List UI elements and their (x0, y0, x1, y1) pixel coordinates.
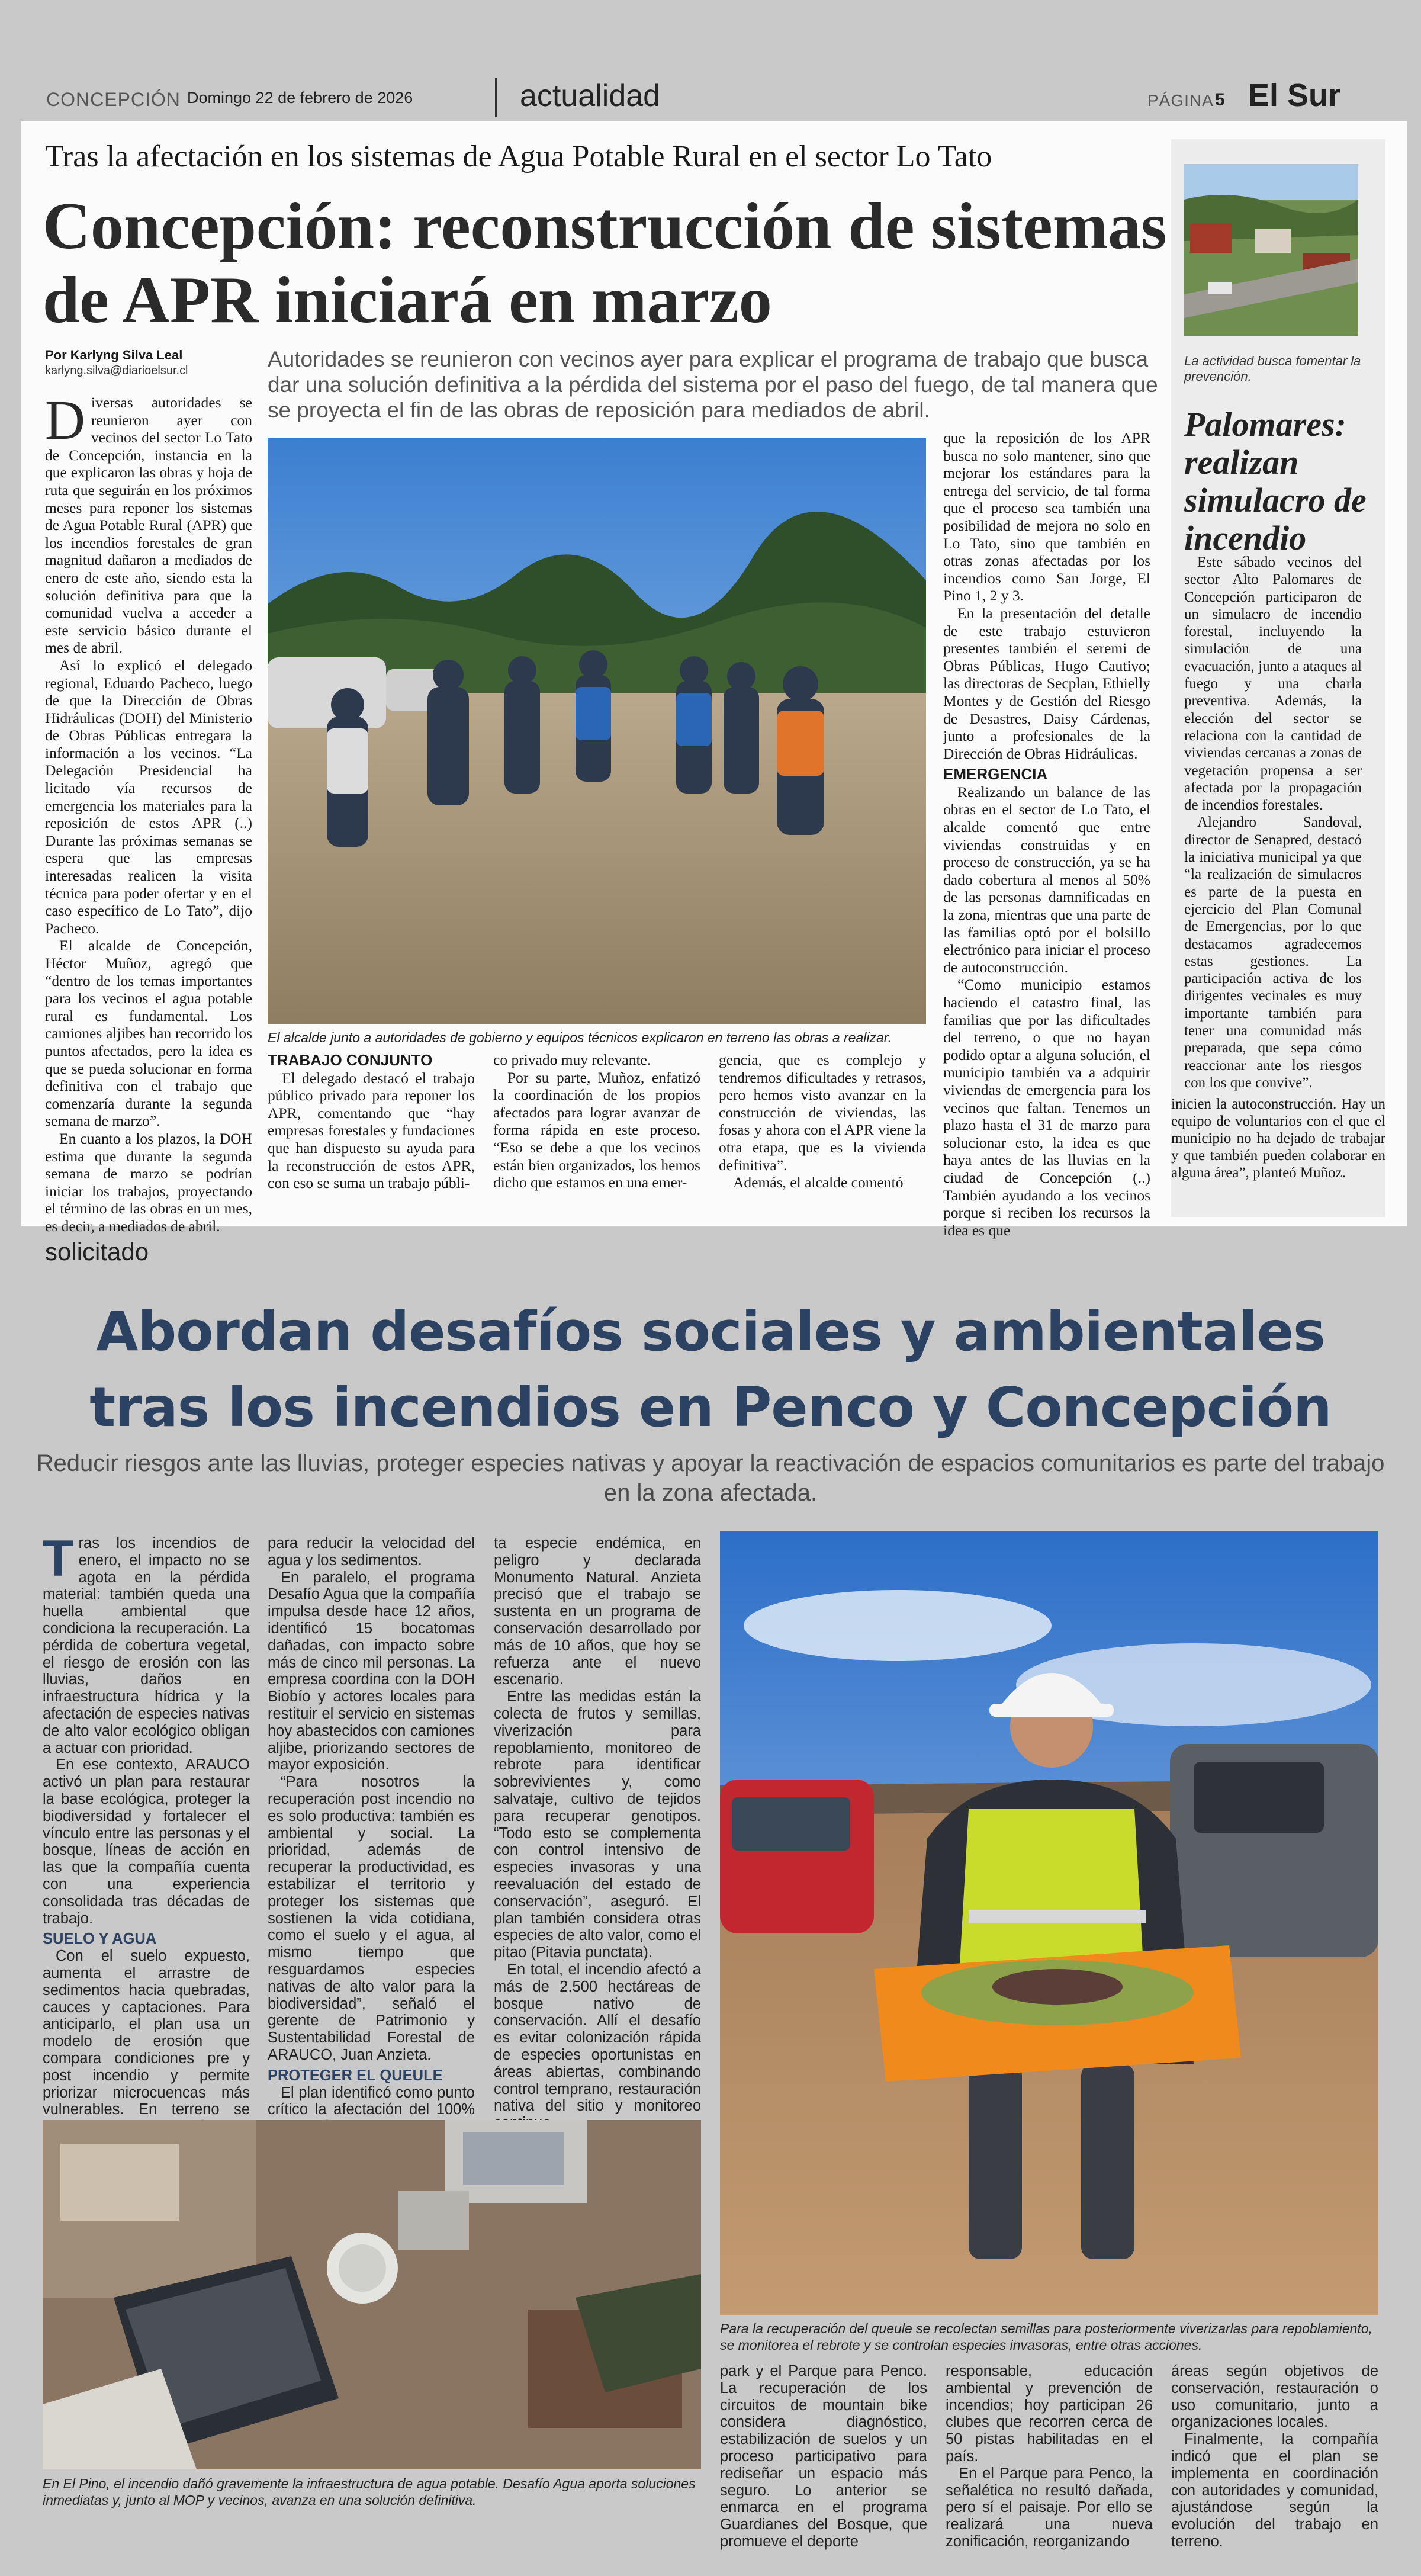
paragraph: Por su parte, Muñoz, enfatizó la coordinación de los propios afectados para lograr avanzar de forma rápida en este proceso. “Eso se debe a que los vecinos están bien organizados, los hemos dicho que estamos en una emer- (493, 1068, 700, 1191)
photo-aerial-el-pino (43, 2120, 701, 2469)
sidebar-photo-caption: La actividad busca fomentar la prevención. (1184, 354, 1361, 384)
article-headline: Concepción: reconstrucción de sistemas de APR iniciará en marzo (43, 189, 1167, 337)
advertorial-column-6 (1171, 2363, 1378, 2551)
paragraph: co privado muy relevante. (493, 1051, 651, 1068)
paragraph: El alcalde de Concepción, Héctor Muñoz, agregó que “dentro de los temas importantes para los vecinos el agua potable rural es fundamental. Los camiones aljibes han recorrido los puntos afectados, pero la idea es que se pueda solucionar en forma definitiva con el trabajo que comenzaría durante la segunda semana de marzo”. (45, 937, 252, 1130)
paragraph: En total, el incendio afectó a más de 2.500 hectáreas de bosque nativo de conservación. Allí el desafío es evitar colonización rápida de especies oportunistas en áreas abiertas, combinando control temprano, restauración nativa del sitio y monitoreo (494, 1961, 701, 2115)
paragraph: que la reposición de los APR busca no solo mantener, sino que mejorar los estándares para la entrega del servicio, de tal forma que el proceso sea también una posibilidad de mejora no solo en Lo Tato, sino que también en otras zonas afectadas por los incendios como San Jorge, El Pino 1, 2 y 3. (943, 429, 1150, 605)
article-column-6 (1171, 1096, 1385, 1181)
sidebar-title: Palomares: realizan simulacro de incendio (1184, 405, 1367, 557)
advertorial-headline: Abordan desafíos sociales y ambientales tras los incendios en Penco y Concepción (89, 1300, 1332, 1439)
paragraph: En ese contexto, ARAUCO activó un plan para restaurar la base ecológica, proteger la biodiversidad y fortalecer el vínculo entre las personas y el bosque, líneas de acción en las que la compañía cuenta con una experiencia consolidada tras décadas de trabajo. (43, 1756, 250, 1927)
advertorial-column-5 (946, 2363, 1153, 2551)
photo-caption: El alcalde junto a autoridades de gobierno y equipos técnicos explicaron en terreno las obras a realizar. (268, 1030, 892, 1045)
paragraph: Realizando un balance de las obras en el sector de Lo Tato, el alcalde comentó que entre viviendas construidas y en proceso de construcción, ya se ha dado cobertura al menos al 50% de las personas damnificadas en la zona, mientras que una parte de las familias optó por el bolsillo electrónico para iniciar el proceso de autoconstrucción. (943, 783, 1150, 976)
section-heading: PROTEGER EL QUEULE (268, 2067, 443, 2084)
paragraph: En cuanto a los plazos, la DOH estima que durante la segunda semana de marzo se podrían iniciar los trabajos, proyectando el término de las obras en un mes, es decir, a mediados de abril. (45, 1129, 252, 1235)
paragraph: Además, el alcalde comentó (733, 1174, 904, 1191)
paragraph: Finalmente, la compañía indicó que el plan se implementa en coordinación con autoridades y comunidad, ajustándose según la evolución del trabajo en terreno. (1171, 2431, 1378, 2550)
worker-photo-caption: Para la recuperación del queule se recolectan semillas para posteriormente viverizarlas para repoblamiento, se monitorea el rebrote y se controlan especies invasoras, entre otras acciones. (720, 2321, 1373, 2353)
article-column-3 (493, 1051, 700, 1191)
sidebar-box (1171, 139, 1385, 1217)
paragraph: El delegado destacó el trabajo público privado para reponer los APR, comentando que “hay empresas forestales y fundaciones que han dispuesto su ayuda para la reconstrucción de estos APR, con eso se suma un trabajo públi- (268, 1069, 475, 1192)
paragraph: En el Parque para Penco, la señalética no resultó dañada, pero sí el paisaje. Por ello se realizará una nueva zonificación, reorganizando (946, 2465, 1153, 2550)
article-column-2 (268, 1048, 475, 1192)
article-byline: Por Karlyng Silva Leal (45, 348, 183, 362)
paragraph: park y el Parque para Penco. La recuperación de los circuitos de mountain bike considera diagnóstico, estabilización de suelos y un proceso participativo para rediseñar un espacio más seguro. Lo anterior se enmarca en el programa Guardianes del Bosque, que promueve el deporte (720, 2363, 927, 2550)
paragraph: gencia, que es complejo y tendremos dificultades y retrasos, pero hemos visto avanzar en la construcción de viviendas, las fosas y ahora con el APR viene la otra etapa, que es la vivienda definitiva”. (719, 1051, 926, 1174)
article-column-1 (45, 390, 252, 1235)
paragraph: Tras los incendios de enero, el impacto no se agota en la pérdida material: también queda una huella ambiental que condiciona la recuperación. La pérdida de cobertura vegetal, el riesgo de erosión con las lluvias, daños en infraestructura hídrica y la afectación de especies nativas de alto valor ecológico obligan a actuar con prioridad. (43, 1530, 250, 1756)
paragraph: Así lo explicó el delegado regional, Eduardo Pacheco, luego de que la Dirección de Obras Hidráulicas (DOH) del Ministerio de Obras Públicas entregara la información a los vecinos. “La Delegación Presidencial ha licitado vía recursos de emergencia los materiales para la reposición de estos APR (..) Durante las próximas semanas se espera que las empresas interesadas realicen la visita técnica para poder ofertar y en el caso específico de Lo Tato”, dijo Pacheco. (45, 656, 252, 937)
header-divider (495, 78, 497, 117)
section-label-solicitado: solicitado (45, 1238, 149, 1265)
photo-aerial-palomares (1184, 164, 1358, 336)
main-article (21, 121, 1407, 1239)
paragraph: “Para nosotros la recuperación post incendio no es solo productiva: también es ambiental y social. La prioridad, además de recuperar la productividad, es estabilizar el territorio y proteger los sistemas que sostienen la vida cotidiana, como el suelo y el agua, al mismo tiempo que resguardamos especies nativas de alto valor para la biodiversidad”, señaló el gerente de Patrimonio y Sustentabilidad Forestal de ARAUCO, Juan Anzieta. (268, 1774, 475, 2063)
article-deck: Autoridades se reunieron con vecinos ayer para explicar el programa de trabajo que busca dar una solución definitiva a la pérdida del sistema por el paso del fuego, de tal manera que se proyecta el fin de las obras de reposición para mediados de abril. (268, 347, 1158, 422)
header-section: actualidad (520, 79, 661, 113)
drop-cap: D (45, 390, 85, 451)
paragraph: áreas según objetivos de conservación, restauración o uso comunitario, junto a organizaciones locales. (1171, 2363, 1378, 2431)
photo-officials-at-site (268, 438, 926, 1024)
article-kicker: Tras la afectación en los sistemas de Agua Potable Rural en el sector Lo Tato (45, 140, 992, 174)
advertorial-column-2 (268, 1535, 475, 2221)
paragraph: “Como municipio estamos haciendo el catastro final, las familias que por las dificultades del terreno, o que no hayan podido optar a alguna solución, el municipio también va a adquirir viviendas de emergencia para los vecinos que faltan. Tenemos un plazo hasta el 31 de marzo para solucionar esto, la idea es que haya antes de las lluvias en la ciudad de Concepción (..) También ayudando a los vecinos porque si reciben los recursos la idea es que (943, 976, 1150, 1239)
paragraph: Entre las medidas están la colecta de frutos y semillas, viverización para repoblamiento, monitoreo de rebrote para identificar sobrevivientes y, como salvataje, cultivo de tejidos para recuperar genotipos. “Todo esto se complementa con control intensivo de especies invasoras y una reevaluación del estado de conservación”, aseguró. El plan también considera otras especies de alto valor, como el pitao (Pitavia punctata). (494, 1688, 701, 1961)
drop-cap: T (43, 1530, 74, 1587)
paragraph: responsable, educación ambiental y prevención de incendios; hoy participan 26 clubes que recorren cerca de 50 pistas habilitadas en el país. (946, 2363, 1153, 2465)
photo-worker-with-seeds (720, 1531, 1378, 2315)
paragraph: inicien la autoconstrucción. Hay un equipo de voluntarios con el que el municipio no ha dejado de trabajar y que también pueden colaborar en alguna área”, planteó Muñoz. (1171, 1096, 1385, 1181)
header-page-number: 5 (1215, 90, 1225, 110)
paragraph: Este sábado vecinos del sector Alto Palomares de Concepción participaron de un simulacro de incendio forestal, incluyendo la simulación de una evacuación, junto a ataques al fuego y una charla preventiva. Además, la elección del sector se relaciona con la cantidad de viviendas cercanas a zonas de vegetación propensa a ser afectada por la propagación de incendios forestales. (1184, 554, 1362, 814)
paragraph: Alejandro Sandoval, director de Senapred, destacó la iniciativa municipal ya que “la realización de simulacros es parte de la puesta en ejercicio del Plan Comunal de Emergencias, por lo que destacamos agradecemos estas gestiones. La participación activa de los dirigentes vecinales es muy importante también para tener una comunidad más preparada, que sepa cómo reaccionar ante los riesgos con los que convive”. (1184, 814, 1362, 1091)
paragraph: Con el suelo expuesto, aumenta el arrastre de sedimentos hacia quebradas, cauces y captaciones. Para anticiparlo, el plan usa un modelo de erosión que compara condiciones pre y post incendio y permite priorizar microcuencas más vulnerables. En terreno se (43, 1948, 250, 2118)
section-heading: EMERGENCIA (943, 765, 1048, 783)
article-column-4 (719, 1051, 926, 1191)
section-heading: SUELO Y AGUA (43, 1931, 157, 1948)
advertorial-deck: Reducir riesgos ante las lluvias, proteger especies nativas y apoyar la reactivación de espacios comunitarios es parte del trabajo en la zona afectada. (36, 1450, 1385, 1506)
running-header (0, 0, 1421, 121)
article-column-5 (943, 429, 1150, 1239)
section-heading: TRABAJO CONJUNTO (268, 1051, 433, 1069)
paragraph: El plan identificó como punto crítico la afectación del 100% (268, 2084, 475, 2118)
header-page-label: PÁGINA (1147, 91, 1214, 110)
header-city: CONCEPCIÓN (46, 89, 181, 110)
advertorial-column-4 (720, 2363, 927, 2551)
sidebar-text (1184, 554, 1362, 1091)
paragraph: En paralelo, el programa Desafío Agua que la compañía impulsa desde hace 12 años, identificó 15 bocatomas dañadas, con impacto sobre más de cinco mil personas. La empresa coordina con la DOH Biobío y actores locales para restituir el servicio en sistemas hoy abastecidos con camiones aljibe, priorizando sectores de mayor exposición. (268, 1569, 475, 1774)
aerial-photo-caption: En El Pino, el incendio dañó gravemente la infraestructura de agua potable. Desafío Agua aporta soluciones inmediatas y, junto al MOP y vecinos, avanza en una solución definitiva. (43, 2476, 696, 2508)
paragraph: En la presentación del detalle de este trabajo estuvieron presentes también el seremi de Obras Públicas, Hugo Cautivo; las directoras de Secplan, Ethielly Montes y de Gestión del Riesgo de Desastres, Daisy Cárdenas, junto a profesionales de la Dirección de Obras Hidráulicas. (943, 604, 1150, 762)
paragraph: para reducir la velocidad del agua y los sedimentos. (268, 1535, 475, 1569)
article-email: karlyng.silva@diarioelsur.cl (45, 364, 188, 377)
paragraph: Diversas autoridades se reunieron ayer con vecinos del sector Lo Tato de Concepción, instancia en la que explicaron las obras y hoja de ruta que seguirán en los próximos meses para reponer los sistemas de Agua Potable Rural (APR) que los incendios forestales de gran magnitud dañaron a mediados de enero de este año, siendo esta la solución definitiva para que la comunidad vuelva a acceder a este servicio básico durante el mes de abril. (45, 390, 252, 657)
newspaper-logo: El Sur (1248, 78, 1341, 113)
paragraph: ta especie endémica, en peligro y declarada Monumento Natural. Anzieta precisó que el trabajo se sustenta en un programa de conservación desarrollado por más de 10 años, que hoy se refuerza ante el nuevo escenario. (494, 1535, 701, 1688)
header-date: Domingo 22 de febrero de 2026 (187, 89, 413, 107)
